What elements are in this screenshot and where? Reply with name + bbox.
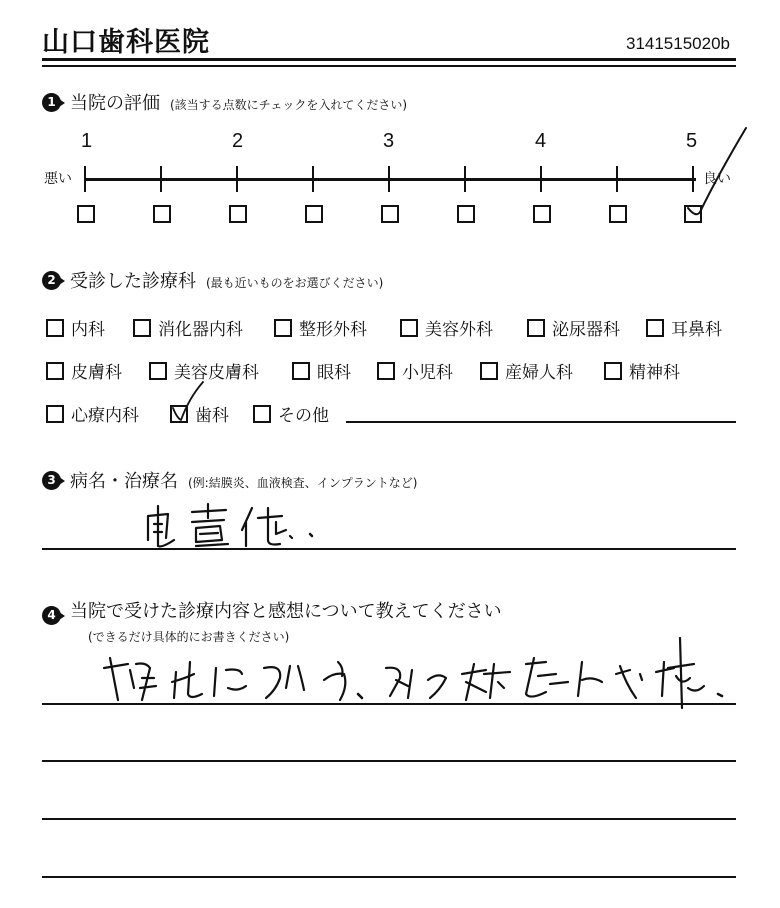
option-seikei-geka[interactable] (274, 315, 367, 340)
option-label: 消化器内科 (158, 320, 243, 340)
scale-label-3: 3 (383, 130, 395, 152)
dental-check-mark (165, 378, 210, 428)
option-sonota[interactable] (253, 401, 329, 426)
section2-note: (最も近いものをお選びください) (206, 276, 384, 290)
checkbox[interactable] (292, 362, 310, 380)
option-sanfujinka[interactable] (480, 358, 573, 383)
scale-label-1: 1 (81, 130, 93, 152)
document-id: 3141515020b (625, 34, 730, 53)
checkbox[interactable] (46, 362, 64, 380)
option-label: 整形外科 (299, 320, 367, 340)
section2-heading (70, 267, 383, 293)
section4-answer-line[interactable] (42, 818, 736, 820)
checkbox[interactable] (274, 319, 292, 337)
option-ganka[interactable] (292, 358, 351, 383)
header-rule-thin (42, 65, 736, 67)
other-specify-line[interactable] (346, 421, 736, 423)
option-shonika[interactable] (377, 358, 453, 383)
rating-checkbox[interactable] (381, 205, 399, 223)
option-hinyoki[interactable] (527, 315, 620, 340)
checkbox[interactable] (377, 362, 395, 380)
clinic-name: 山口歯科医院 (42, 27, 210, 58)
checkbox[interactable] (253, 405, 271, 423)
option-label: 美容外科 (425, 320, 493, 340)
checkbox[interactable] (480, 362, 498, 380)
option-label: 歯科 (195, 406, 229, 426)
section3-title: 病名・治療名 (70, 471, 178, 492)
section3-number-badge: 3 (42, 471, 61, 490)
checkbox[interactable] (46, 319, 64, 337)
scale-label-5: 5 (686, 130, 698, 152)
section3-answer-line[interactable] (42, 548, 736, 550)
option-shinryo-naika[interactable] (46, 401, 139, 426)
checkbox[interactable] (400, 319, 418, 337)
option-hifuka[interactable] (46, 358, 122, 383)
option-label: 心療内科 (71, 406, 139, 426)
section4-number-badge: 4 (42, 606, 61, 625)
scale-tick (388, 166, 390, 192)
rating-checkbox[interactable] (77, 205, 95, 223)
section1-number-badge: 1 (42, 93, 61, 112)
checkbox[interactable] (149, 362, 167, 380)
rating-checkbox[interactable] (229, 205, 247, 223)
scale-label-4: 4 (535, 130, 547, 152)
scale-tick (84, 166, 86, 192)
rating-checkbox[interactable] (533, 205, 551, 223)
rating-checkbox[interactable] (305, 205, 323, 223)
option-naika[interactable] (46, 315, 105, 340)
option-label: 耳鼻科 (671, 320, 722, 340)
option-biyou-geka[interactable] (400, 315, 493, 340)
checkbox[interactable] (527, 319, 545, 337)
scale-tick (464, 166, 466, 192)
scale-left-label: 悪い (44, 171, 72, 187)
option-seishinka[interactable] (604, 358, 680, 383)
option-label: 小児科 (402, 363, 453, 383)
rating-checkbox[interactable] (153, 205, 171, 223)
option-label: 眼科 (317, 363, 351, 383)
option-label: 精神科 (629, 363, 680, 383)
option-jibika[interactable] (646, 315, 722, 340)
option-label: 内科 (71, 320, 105, 340)
option-label: 皮膚科 (71, 363, 122, 383)
header-rule-thick (42, 58, 736, 61)
scale-tick (616, 166, 618, 192)
rating-scale-axis (84, 178, 696, 181)
option-label: その他 (278, 406, 329, 426)
scale-right-label: 良い (703, 171, 731, 187)
option-label: 産婦人科 (505, 363, 573, 383)
rating-checkbox[interactable] (457, 205, 475, 223)
section4-note: (できるだけ具体的にお書きください) (88, 630, 290, 644)
scale-tick (160, 166, 162, 192)
section2-title: 受診した診療科 (70, 271, 196, 292)
section4-answer-line[interactable] (42, 876, 736, 878)
option-shokaki-naika[interactable] (133, 315, 243, 340)
checkbox[interactable] (133, 319, 151, 337)
option-label: 美容皮膚科 (174, 363, 259, 383)
scale-label-2: 2 (232, 130, 244, 152)
section1-note: (該当する点数にチェックを入れてください) (170, 98, 408, 112)
checkbox[interactable] (604, 362, 622, 380)
section3-handwriting (140, 500, 340, 550)
scale-tick (236, 166, 238, 192)
checkbox[interactable] (46, 405, 64, 423)
checkbox[interactable] (646, 319, 664, 337)
section3-heading (70, 467, 417, 493)
option-label: 泌尿器科 (552, 320, 620, 340)
rating-checkbox[interactable] (609, 205, 627, 223)
section4-title: 当院で受けた診療内容と感想について教えてください (70, 601, 502, 622)
rating-check-mark (670, 120, 760, 230)
section4-answer-line[interactable] (42, 760, 736, 762)
section1-heading (70, 89, 407, 115)
section3-note: (例:結膜炎、血液検査、インプラントなど) (188, 476, 418, 490)
scale-tick (312, 166, 314, 192)
scale-tick (540, 166, 542, 192)
section2-number-badge: 2 (42, 271, 61, 290)
section4-answer-line[interactable] (42, 703, 736, 705)
section1-title: 当院の評価 (70, 93, 160, 114)
